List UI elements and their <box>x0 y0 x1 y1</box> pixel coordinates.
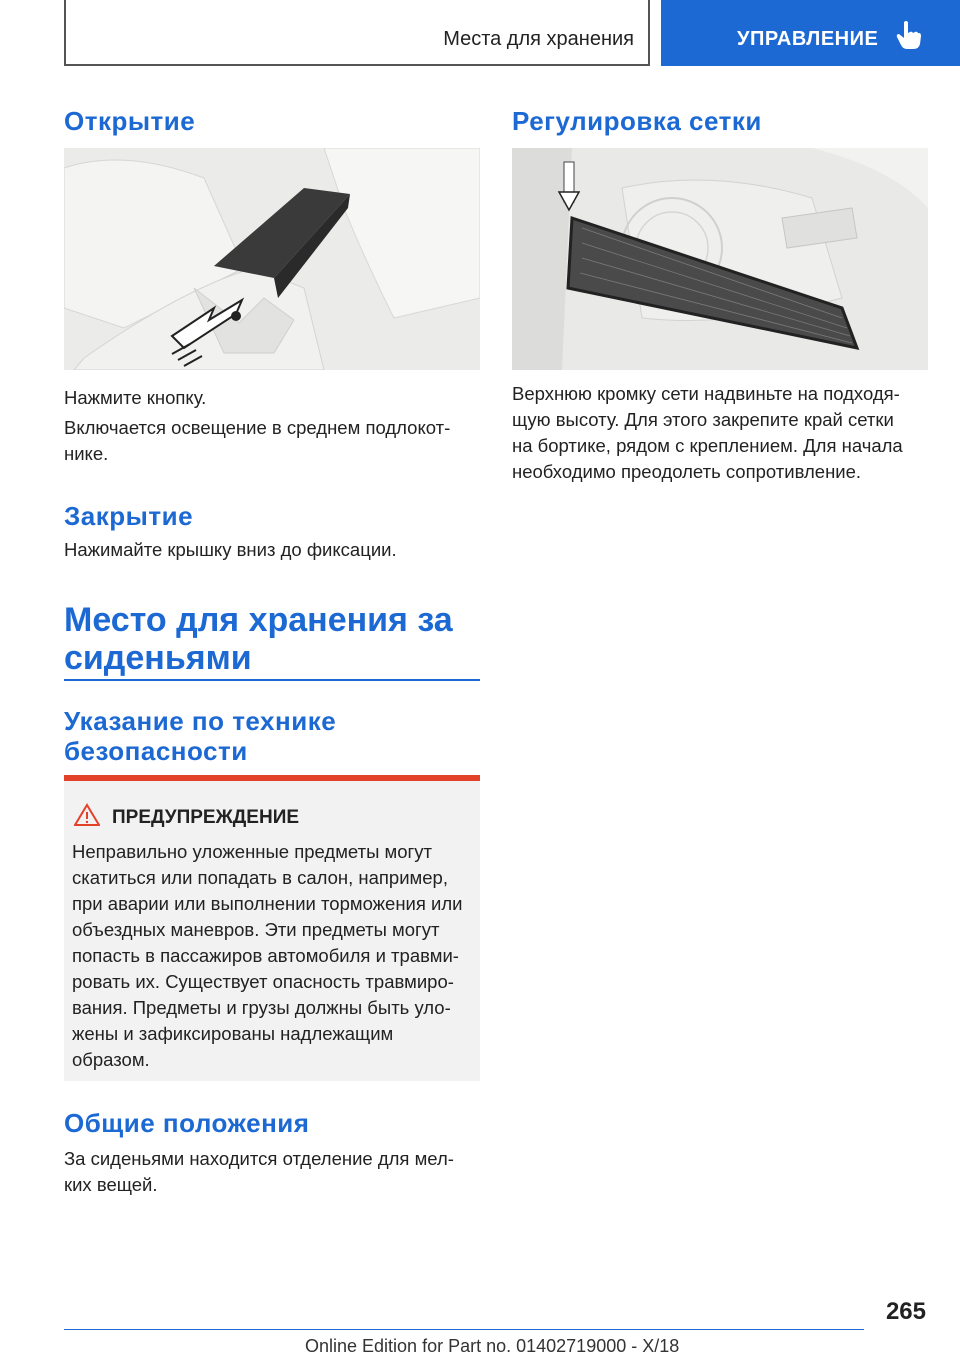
heading-net: Регулировка сетки <box>512 106 762 136</box>
page-number: 265 <box>885 1298 926 1325</box>
warning-line: объездных маневров. Эти предметы могут <box>72 919 440 940</box>
heading-closing: Закрытие <box>64 501 194 531</box>
warning-line: вания. Предметы и грузы должны быть уло- <box>72 997 451 1018</box>
heading-storage-line1: Место для хранения за <box>64 601 453 639</box>
warning-line: ровать их. Существует опасность травмиро- <box>72 971 454 992</box>
warning-line: скатиться или попадать в салон, например, <box>72 867 448 888</box>
warning-line: при аварии или выполнении торможения или <box>72 893 463 914</box>
header-section-box <box>64 0 650 66</box>
net-line3: на бортике, рядом с креплением. Для начала <box>512 435 903 456</box>
net-line2: щую высоту. Для этого закрепите край сетки <box>512 409 894 430</box>
opening-result-line1: Включается освещение в среднем подлокот- <box>64 417 451 438</box>
section-title: Места для хранения <box>443 28 634 50</box>
warning-line: образом. <box>72 1049 150 1070</box>
heading-opening: Открытие <box>64 106 196 136</box>
footer-edition: Online Edition for Part no. 01402719000 - X/18 <box>305 1336 680 1356</box>
warning-line: жены и зафиксированы надлежащим <box>72 1023 394 1044</box>
heading-safety-line1: Указание по технике <box>64 706 337 736</box>
warning-box <box>64 775 480 1081</box>
warning-line: Неправильно уложенные предметы могут <box>72 841 433 862</box>
heading-safety-line2: безопасности <box>64 736 248 766</box>
heading-storage-line2: сиденьями <box>64 639 252 677</box>
warning-triangle-icon <box>74 803 100 827</box>
warning-text <box>72 839 476 1073</box>
closing-text: Нажимайте крышку вниз до фиксации. <box>64 539 397 560</box>
footer-divider <box>64 1329 864 1330</box>
armrest-opening-image <box>64 148 480 370</box>
header-chapter-tab[interactable] <box>661 0 960 66</box>
warning-title: ПРЕДУПРЕЖДЕНИЕ <box>112 807 300 828</box>
warning-line: попасть в пассажиров автомобиля и травми- <box>72 945 459 966</box>
net-line1: Верхнюю кромку сети надвиньте на подходя- <box>512 383 900 404</box>
hand-pointer-icon <box>896 20 922 50</box>
general-line1: За сиденьями находится отделение для мел- <box>64 1148 454 1169</box>
opening-step-text: Нажмите кнопку. <box>64 387 207 408</box>
heading-general: Общие положения <box>64 1108 310 1138</box>
chapter-title: УПРАВЛЕНИЕ <box>737 28 879 50</box>
net-line4: необходимо преодолеть сопротивление. <box>512 461 862 482</box>
opening-result-line2: нике. <box>64 443 109 464</box>
section-divider <box>64 679 480 681</box>
storage-net-image <box>512 148 928 370</box>
general-line2: ких вещей. <box>64 1174 158 1195</box>
